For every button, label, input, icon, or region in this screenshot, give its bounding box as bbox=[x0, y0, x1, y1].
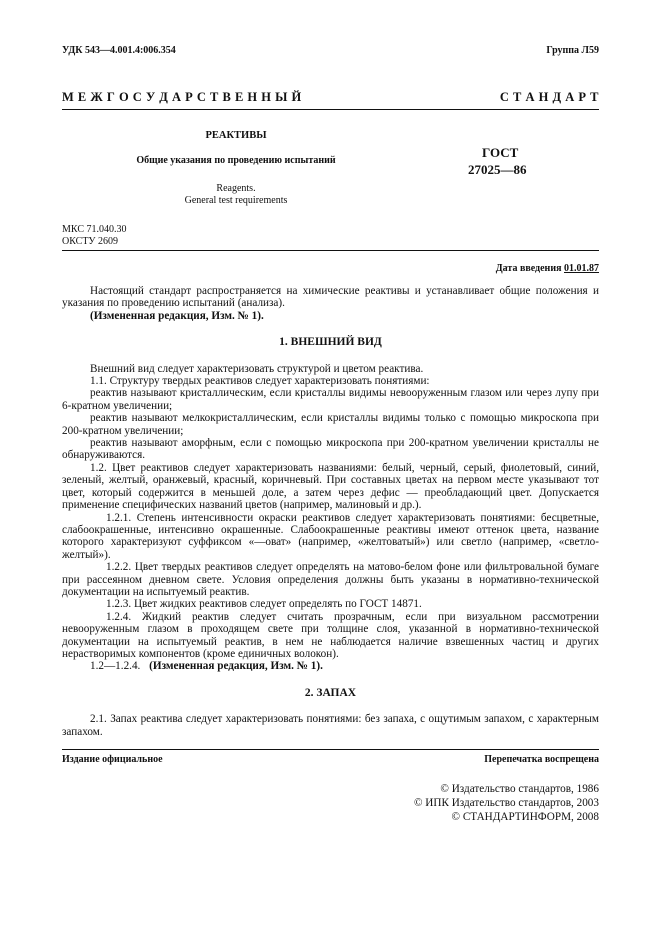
introduction-date-label: Дата введения bbox=[495, 263, 562, 274]
section-1-heading: 1. ВНЕШНИЙ ВИД bbox=[279, 336, 382, 349]
okstu-code: ОКСТУ 2609 bbox=[62, 236, 119, 247]
banner-word-interstate: М Е Ж Г О С У Д А Р С Т В Е Н Н Ы Й bbox=[62, 90, 302, 104]
banner-word-standard: С Т А Н Д А Р Т bbox=[499, 90, 599, 104]
section-1-intro: Внешний вид следует характеризовать структурой и цветом реактива. bbox=[90, 362, 424, 375]
preamble-amendment: (Измененная редакция, Изм. № 1). bbox=[90, 309, 264, 322]
clause-1-2-4: 1.2.4. Жидкий реактив следует считать прозрачным, если при визуальном рассмотрении невооруженным глазом в проходящем свете при толщине слоя, указанной в нормативно-технической документации на испытуемый реактив, в нем не наблюдается наличие взвешенных частиц и других нерастворимых компонентов (кроме единичных волокон). bbox=[62, 610, 599, 660]
document-title: РЕАКТИВЫ bbox=[205, 130, 267, 141]
section-1-amendment bbox=[62, 660, 599, 672]
standard-banner bbox=[62, 90, 599, 105]
document-subtitle: Общие указания по проведению испытаний bbox=[136, 155, 336, 166]
preamble-text: Настоящий стандарт распространяется на химические реактивы и устанавливает общие положения и указания по проведению испытаний (анализа). bbox=[62, 285, 599, 310]
document-body bbox=[62, 285, 599, 738]
clause-1-1-amorphous: реактив называют аморфным, если с помощью микроскопа при 200-кратном увеличении кристаллы не обнаруживаются. bbox=[62, 437, 599, 462]
gost-number: 27025—86 bbox=[468, 162, 527, 177]
group-code: Группа Л59 bbox=[546, 45, 599, 56]
footer-divider bbox=[62, 749, 599, 750]
clause-1-2-2: 1.2.2. Цвет твердых реактивов следует определять на матово-белом фоне или фильтровальной бумаге при рассеянном дневном свете. Условия определения должны быть указаны в нормативно-технической документации на испытуемый реактив. bbox=[62, 561, 599, 598]
clause-1-2-3: 1.2.3. Цвет жидких реактивов следует определять по ГОСТ 14871. bbox=[106, 598, 422, 611]
clause-1-2: 1.2. Цвет реактивов следует характеризовать названиями: белый, черный, серый, фиолетовый, синий, зеленый, желтый, оранжевый, красный, коричневый. При составных цветах на первом месте указывают тот цвет, который содержится в меньшей доле, а затем через дефис — преобладающий цвет. Допускается применение специфических названий цветов (например, малиновый и др.). bbox=[62, 461, 599, 512]
header-divider bbox=[62, 250, 599, 251]
udk-code: УДК 543—4.001.4:006.354 bbox=[62, 45, 176, 56]
copyright-block bbox=[414, 782, 599, 824]
english-subtitle: General test requirements bbox=[184, 195, 288, 206]
copyright-line: © ИПК Издательство стандартов, 2003 bbox=[413, 797, 599, 809]
reprint-notice: Перепечатка воспрещена bbox=[484, 754, 599, 765]
introduction-date bbox=[496, 263, 599, 274]
copyright-line: © Издательство стандартов, 1986 bbox=[440, 783, 599, 795]
copyright-line: © СТАНДАРТИНФОРМ, 2008 bbox=[451, 811, 599, 823]
english-title: Reagents. bbox=[216, 183, 256, 194]
official-edition: Издание официальное bbox=[62, 754, 163, 765]
clause-1-1: 1.1. Структуру твердых реактивов следует характеризовать понятиями: bbox=[90, 375, 430, 388]
mks-code: МКС 71.040.30 bbox=[62, 224, 127, 235]
banner-divider bbox=[62, 109, 599, 110]
introduction-date-value: 01.01.87 bbox=[564, 263, 599, 274]
gost-label: ГОСТ bbox=[482, 145, 519, 160]
section-2-heading: 2. ЗАПАХ bbox=[304, 686, 357, 699]
clause-2-1: 2.1. Запах реактива следует характеризовать понятиями: без запаха, с ощутимым запахом, с характерным запахом. bbox=[62, 713, 599, 738]
clause-1-2-1: 1.2.1. Степень интенсивности окраски реактивов следует характеризовать понятиями: бесцветные, слабоокрашенные, интенсивно окрашенные. Слабоокрашенные реактивы имеют оттенок цвета, название которого характеризуют суффиксом «—оват» (например, «желтоватый») или светло (например, «светло-желтый»). bbox=[62, 511, 599, 561]
section-1-amendment-text: (Измененная редакция, Изм. № 1). bbox=[149, 660, 323, 673]
section-1-amendment-prefix: 1.2—1.2.4. bbox=[90, 660, 141, 673]
clause-1-1-fine-crystalline: реактив называют мелкокристаллическим, если кристаллы видимы только с помощью микроскопа при 200-кратном увеличении; bbox=[62, 412, 599, 437]
clause-1-1-crystalline: реактив называют кристаллическим, если кристаллы видимы невооруженным глазом или через лупу при 6-кратном увеличении; bbox=[62, 387, 599, 412]
